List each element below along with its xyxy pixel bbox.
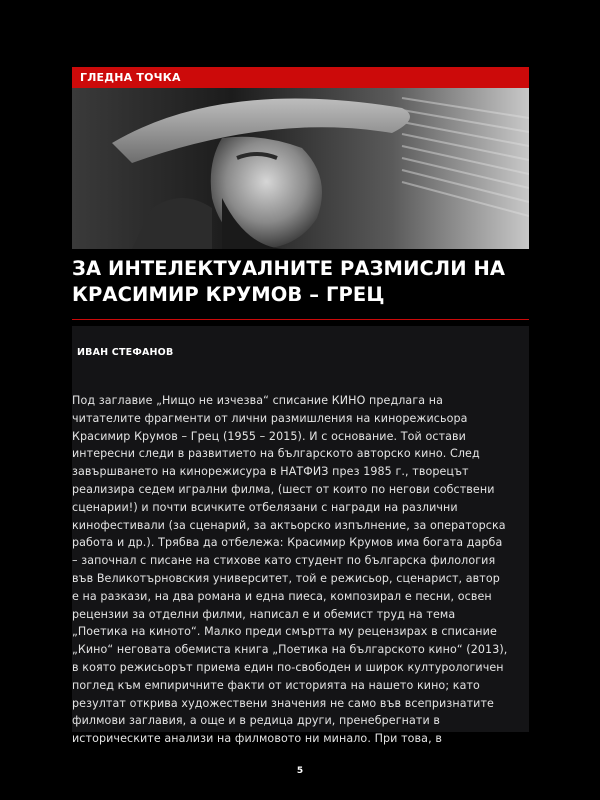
portrait-photo-icon [72,88,529,249]
author-byline: ИВАН СТЕФАНОВ [77,347,174,358]
body-line: „Поетика на киното“. Малко преди смъртта му рецензирах в списание [72,625,497,639]
section-header-bar [72,67,529,88]
body-line: филмови заглавия, а още и в редица други, пренебрегнати в [72,714,441,728]
headline-line-2: КРАСИМИР КРУМОВ – ГРЕЦ [72,283,385,306]
article-body-text [72,392,532,748]
body-line: завършването на кинорежисура в НАТФИЗ през 1985 г., творецът [72,465,469,479]
body-line: читателите фрагменти от лични размишления на кинорежисьора [72,411,468,425]
body-line: интересни следи в развитието на българското авторско кино. След [72,447,480,461]
section-label: ГЛЕДНА ТОЧКА [80,71,181,84]
article-headline [72,256,532,308]
page-number: 5 [296,766,304,776]
body-line: „Кино“ неговата обемиста книга „Поетика на българското кино“ (2013), [72,643,508,657]
body-line: рецензии за отделни филми, написал е и обемист труд на тема [72,607,456,621]
body-line: работа и др.). Трябва да отбележа: Красимир Крумов има богата дарба [72,536,503,550]
body-line: резултат открива художествени значения не само във всепризнатите [72,696,494,710]
body-line: е на разкази, на два романа и една пиеса, композирал е песни, освен [72,589,492,603]
body-line: реализира седем игрални филма, (шест от които по негови собствени [72,482,495,496]
body-line: във Великотърновския университет, той е режисьор, сценарист, автор [72,571,500,585]
body-line: кинофестивали (за сценарий, за актьорско изпълнение, за операторска [72,518,506,532]
body-line: Под заглавие „Нищо не изчезва“ списание КИНО предлага на [72,394,444,407]
headline-divider [72,319,529,320]
body-line: в която режисьорът приема един по-свободен и широк културологичен [72,660,504,674]
body-line: поглед към емпиричните факти от историята на нашето кино; като [72,678,480,692]
body-line: сценарии!) и почти всичките отбелязани с награди на различни [72,500,458,514]
body-line: историческите анализи на филмовото ни минало. При това, в [72,732,442,746]
body-line: – започнал с писане на стихове като студент по българска филология [72,554,496,568]
portrait-photo [72,88,529,249]
body-line: Красимир Крумов – Грец (1955 – 2015). И с основание. Той остави [72,429,466,443]
headline-line-1: ЗА ИНТЕЛЕКТУАЛНИТЕ РАЗМИСЛИ НА [72,257,506,280]
